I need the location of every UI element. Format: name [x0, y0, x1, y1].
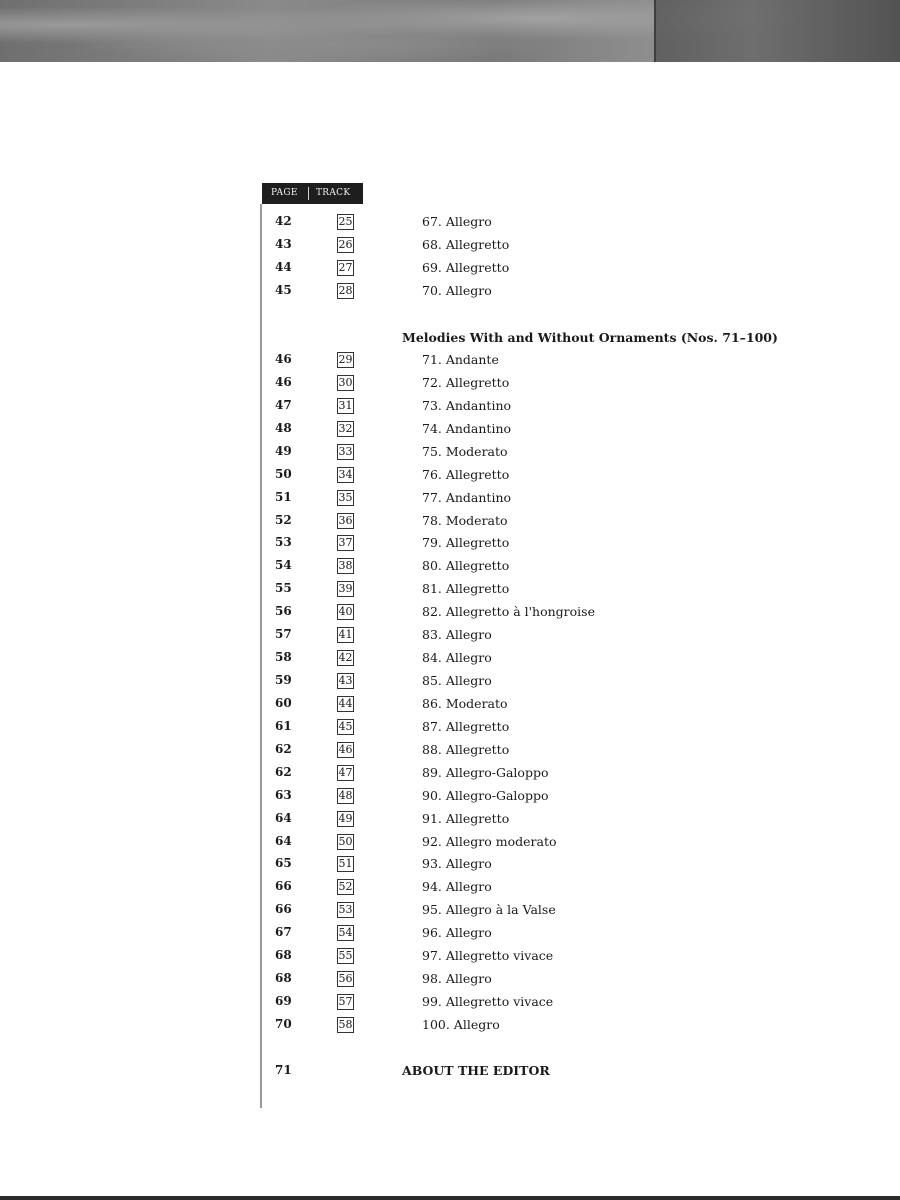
- contents-row: [0, 233, 900, 256]
- contents-row: [0, 394, 900, 417]
- contents-row: [0, 738, 900, 761]
- page-number: 48: [275, 420, 292, 435]
- page-number: 50: [275, 466, 292, 481]
- section-heading: Melodies With and Without Ornaments (Nos. 71–100): [402, 330, 778, 345]
- piece-title: 73. Andantino: [422, 397, 512, 413]
- track-number-box: 32: [338, 421, 353, 435]
- piece-title: 94. Allegro: [422, 879, 492, 895]
- piece-title: 68. Allegretto: [422, 237, 510, 252]
- page-number: 44: [275, 260, 292, 274]
- page-number: 57: [275, 627, 292, 642]
- page-number: 68: [275, 948, 292, 963]
- piece-title: 89. Allegro-Galoppo: [422, 764, 549, 780]
- piece-title: 69. Allegretto: [422, 260, 510, 275]
- track-number-box: 57: [338, 995, 353, 1009]
- entry-title: ABOUT THE EDITOR: [402, 1063, 550, 1078]
- piece-title: 77. Andantino: [422, 489, 512, 505]
- track-number-box: 31: [338, 398, 353, 412]
- contents-row: [0, 486, 900, 509]
- piece-title: 70. Allegro: [422, 283, 492, 298]
- contents-row: [0, 921, 900, 944]
- track-number-box: 38: [338, 559, 353, 573]
- track-number-box: 42: [338, 651, 353, 665]
- track-number-box: 44: [338, 696, 353, 710]
- track-number-box: 56: [338, 972, 353, 986]
- contents-row: [0, 463, 900, 486]
- page-number: 70: [275, 1016, 292, 1031]
- page-number: 46: [275, 352, 292, 366]
- piece-title: 99. Allegretto vivace: [422, 994, 554, 1010]
- contents-row: [0, 440, 900, 463]
- track-number-box: 52: [338, 880, 353, 894]
- page-number: 59: [275, 673, 292, 688]
- page-number: 51: [275, 489, 292, 504]
- piece-title: 72. Allegretto: [422, 374, 510, 390]
- contents-row: [0, 875, 900, 898]
- track-number-box: 29: [338, 353, 353, 366]
- piece-title: 80. Allegretto: [422, 558, 510, 574]
- bottom-rule: [0, 1196, 900, 1200]
- page-number: 64: [275, 833, 292, 848]
- piece-title: 87. Allegretto: [422, 718, 510, 734]
- page-number: 66: [275, 879, 292, 894]
- page-number: 54: [275, 558, 292, 573]
- contents-row: [0, 554, 900, 577]
- track-number-box: 35: [338, 490, 353, 504]
- contents-row: [0, 623, 900, 646]
- track-number-box: 58: [338, 1017, 353, 1031]
- piece-title: 93. Allegro: [422, 856, 492, 872]
- page-number: 58: [275, 650, 292, 665]
- column-header-tab: [262, 183, 363, 204]
- piece-title: 90. Allegro-Galoppo: [422, 787, 549, 803]
- track-number-box: 43: [338, 674, 353, 688]
- piece-title: 83. Allegro: [422, 627, 492, 643]
- track-number-box: 25: [338, 215, 353, 228]
- contents-row: [0, 784, 900, 807]
- contents-row: [0, 715, 900, 738]
- piece-title: 86. Moderato: [422, 695, 508, 711]
- track-number-box: 48: [338, 788, 353, 802]
- page-number: 69: [275, 994, 292, 1009]
- track-number-box: 37: [338, 536, 353, 550]
- track-number-box: 54: [338, 926, 353, 940]
- piece-title: 91. Allegretto: [422, 810, 510, 826]
- piece-title: 82. Allegretto à l'hongroise: [422, 604, 595, 620]
- track-number-box: 55: [338, 949, 353, 963]
- track-number-box: 53: [338, 903, 353, 917]
- contents-row: [0, 348, 900, 371]
- page-number: 64: [275, 810, 292, 825]
- piece-title: 84. Allegro: [422, 650, 492, 666]
- contents-row: [0, 210, 900, 233]
- contents-row: [0, 807, 900, 830]
- page-number: 61: [275, 718, 292, 733]
- contents-row: [0, 646, 900, 669]
- track-column-label: TRACK: [316, 188, 351, 198]
- track-number-box: 41: [338, 628, 353, 642]
- track-number-box: 26: [338, 238, 353, 251]
- piece-title: 97. Allegretto vivace: [422, 948, 554, 964]
- piece-title: 95. Allegro à la Valse: [422, 902, 556, 918]
- contents-row: [0, 990, 900, 1013]
- track-number-box: 50: [338, 834, 353, 848]
- track-number-box: 49: [338, 811, 353, 825]
- track-number-box: 27: [338, 261, 353, 274]
- page-number: 45: [275, 283, 292, 297]
- header-banner-shade: [654, 0, 900, 62]
- page-number: 63: [275, 787, 292, 802]
- contents-row: [0, 669, 900, 692]
- contents-row: [0, 577, 900, 600]
- page-number: 52: [275, 512, 292, 527]
- contents-row: [0, 944, 900, 967]
- piece-title: 98. Allegro: [422, 971, 492, 987]
- page-number: 71: [275, 1063, 292, 1077]
- track-number-box: 33: [338, 444, 353, 458]
- track-number-box: 28: [338, 284, 353, 297]
- piece-title: 76. Allegretto: [422, 466, 510, 482]
- piece-title: 92. Allegro moderato: [422, 833, 557, 849]
- page-number: 46: [275, 374, 292, 389]
- contents-row: [0, 692, 900, 715]
- contents-row: [0, 967, 900, 990]
- track-number-box: 34: [338, 467, 353, 481]
- track-number-box: 30: [338, 375, 353, 389]
- page-number: 66: [275, 902, 292, 917]
- page-number: 68: [275, 971, 292, 986]
- contents-row: [0, 600, 900, 623]
- page-number: 67: [275, 925, 292, 940]
- contents-row: [0, 417, 900, 440]
- page-number: 43: [275, 237, 292, 251]
- contents-row: [0, 830, 900, 853]
- piece-title: 88. Allegretto: [422, 741, 510, 757]
- piece-title: 75. Moderato: [422, 443, 508, 459]
- piece-title: 67. Allegro: [422, 214, 492, 229]
- header-banner-edge: [654, 0, 656, 62]
- page-number: 60: [275, 695, 292, 710]
- track-number-box: 39: [338, 582, 353, 596]
- piece-title: 96. Allegro: [422, 925, 492, 941]
- page-number: 56: [275, 604, 292, 619]
- page-number: 62: [275, 741, 292, 756]
- contents-row: [0, 531, 900, 554]
- track-number-box: 45: [338, 719, 353, 733]
- track-number-box: 36: [338, 513, 353, 527]
- piece-title: 100. Allegro: [422, 1016, 500, 1032]
- contents-row: [0, 256, 900, 279]
- column-separator: [308, 187, 309, 200]
- page-number: 49: [275, 443, 292, 458]
- piece-title: 85. Allegro: [422, 673, 492, 689]
- page-column-label: PAGE: [271, 188, 298, 198]
- contents-row: [0, 761, 900, 784]
- piece-title: 78. Moderato: [422, 512, 508, 528]
- piece-title: 81. Allegretto: [422, 581, 510, 597]
- track-number-box: 51: [338, 857, 353, 871]
- page-number: 65: [275, 856, 292, 871]
- track-number-box: 47: [338, 765, 353, 779]
- page-number: 53: [275, 535, 292, 550]
- track-number-box: 40: [338, 605, 353, 619]
- contents-row: [0, 371, 900, 394]
- contents-row: [0, 898, 900, 921]
- piece-title: 79. Allegretto: [422, 535, 510, 551]
- piece-title: 71. Andante: [422, 352, 499, 367]
- page-number: 55: [275, 581, 292, 596]
- contents-row: [0, 1013, 900, 1036]
- page-number: 42: [275, 214, 292, 228]
- page-number: 47: [275, 397, 292, 412]
- contents-row: [0, 852, 900, 875]
- about-editor-entry: [0, 1059, 900, 1082]
- page-number: 62: [275, 764, 292, 779]
- contents-row: [0, 509, 900, 532]
- contents-row: [0, 279, 900, 302]
- track-number-box: 46: [338, 742, 353, 756]
- piece-title: 74. Andantino: [422, 420, 512, 436]
